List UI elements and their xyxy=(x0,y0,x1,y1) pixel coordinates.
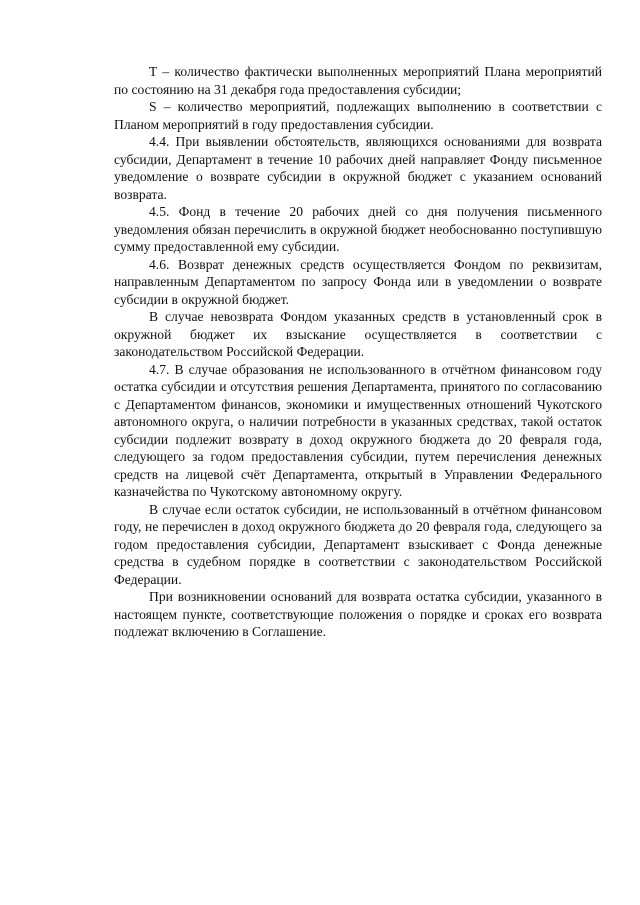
paragraph-agreement-inclusion: При возникновении оснований для возврата остатка субсидии, указанного в настоящем пункте, соответствующие положения о порядке и сроках его возврата подлежат включению в Соглашение. xyxy=(114,589,602,639)
paragraph-court-recovery: В случае если остаток субсидии, не использованный в отчётном финансовом году, не перечислен в доход окружного бюджета до 20 февраля года, следующего за годом предоставления субсидии, Департамент взыскивает с Фонда денежные средства в судебном порядке в соответствии с законодательством Российской Федерации. xyxy=(114,501,602,587)
paragraph-s-definition: S – количество мероприятий, подлежащих выполнению в соответствии с Планом мероприятий в году предоставления субсидии. xyxy=(114,99,602,132)
paragraph-t-definition: T – количество фактически выполненных мероприятий Плана мероприятий по состоянию на 31 декабря года предоставления субсидии; xyxy=(114,64,602,97)
paragraph-4-6: 4.6. Возврат денежных средств осуществляется Фондом по реквизитам, направленным Департаментом по запросу Фонда или в уведомлении о возврате субсидии в окружной бюджет. xyxy=(114,256,602,307)
paragraph-4-4: 4.4. При выявлении обстоятельств, являющихся основаниями для возврата субсидии, Департамент в течение 10 рабочих дней направляет Фонду письменное уведомление о возврате субсидии в окружной бюджет с указанием оснований возврата. xyxy=(114,134,602,202)
paragraph-non-return: В случае невозврата Фондом указанных средств в установленный срок в окружной бюджет их взыскание осуществляется в соответствии с законодательством Российской Федерации. xyxy=(114,309,602,359)
document-body xyxy=(114,63,602,641)
paragraph-4-7: 4.7. В случае образования не использованного в отчётном финансовом году остатка субсидии и отсутствия решения Департамента, принятого по согласованию с Департаментом финансов, экономики и имущественных отношений Чукотского автономного округа, о наличии потребности в указанных средствах, такой остаток субсидии подлежит возврату в доход окружного бюджета до 20 февраля года, следующего за годом предоставления субсидии, путем перечисления денежных средств на лицевой счёт Департамента, открытый в Управлении Федерального казначейства по Чукотскому автономному округу. xyxy=(114,361,602,499)
paragraph-4-5: 4.5. Фонд в течение 20 рабочих дней со дня получения письменного уведомления обязан перечислить в окружной бюджет необоснованно поступившую сумму предоставленной ему субсидии. xyxy=(114,204,602,254)
